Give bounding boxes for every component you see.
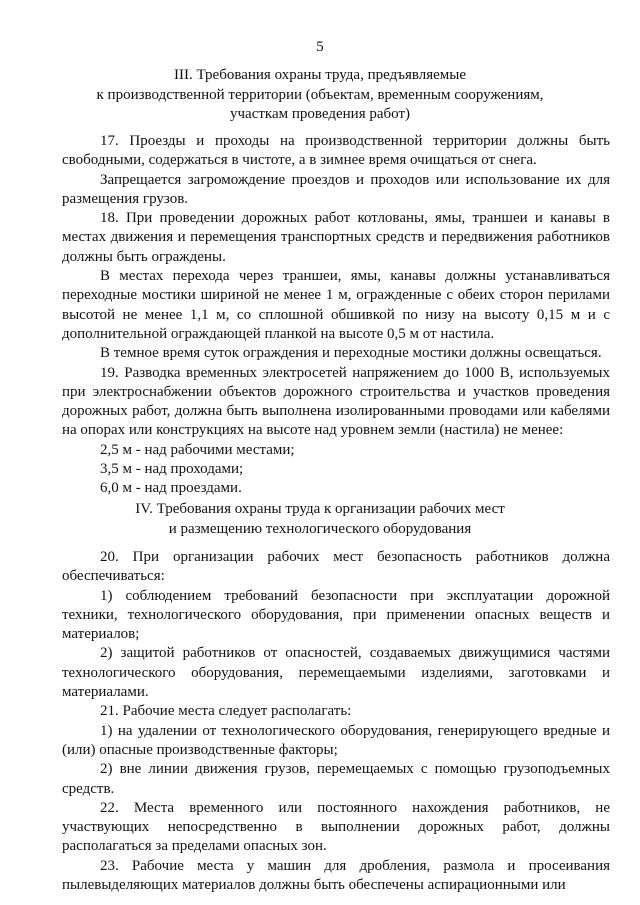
paragraph: В местах перехода через траншеи, ямы, канавы должны устанавливаться переходные мостики шириной не менее 1 м, огражденные с обеих сторон перилами высотой не менее 1,1 м, со сплошной обшивкой по низу на высоту 0,15 м и с дополнительной ограждающей планкой на высоте 0,5 м от настила. (62, 268, 610, 342)
paragraph: В темное время суток ограждения и переходные мостики должны освещаться. (100, 345, 602, 362)
section-4-body (62, 548, 610, 895)
page-number: 5 (316, 39, 324, 55)
paragraph: 1) соблюдением требований безопасности при эксплуатации дорожной техники, технологического оборудования, при применении опасных веществ и материалов; (62, 587, 610, 643)
section-3-heading-line: к производственной территории (объектам, временным сооружениям, (96, 86, 544, 103)
section-3-body (62, 132, 610, 499)
paragraph: Запрещается загромождение проездов и проходов или использование их для размещения грузов. (62, 171, 610, 207)
section-3-heading (40, 66, 600, 125)
section-4-heading-line: IV. Требования охраны труда к организации рабочих мест (135, 501, 505, 517)
section-4-heading (40, 500, 600, 539)
list-item: 3,5 м - над проходами; (100, 461, 244, 478)
paragraph: 22. Места временного или постоянного нахождения работников, не участвующих непосредственно в выполнении дорожных работ, должны располагаться за пределами опасных зон. (62, 799, 610, 855)
section-3-heading-line: III. Требования охраны труда, предъявляемые (173, 67, 467, 83)
paragraph: 21. Рабочие места следует располагать: (100, 703, 352, 720)
paragraph: 20. При организации рабочих мест безопасность работников должна обеспечиваться: (62, 549, 610, 585)
paragraph: 23. Рабочие места у машин для дробления, размола и просеивания пылевыделяющих материалов должны быть обеспечены аспирационными или (62, 857, 610, 894)
paragraph: 18. При проведении дорожных работ котлованы, ямы, траншеи и канавы в местах движения и перемещения транспортных средств и передвижения работников должны быть ограждены. (62, 210, 610, 265)
paragraph: 19. Разводка временных электросетей напряжением до 1000 В, используемых при электроснабжении объектов дорожного строительства и участков проведения дорожных работ, должна быть выполнена изолированными проводами или кабелями на опорах или конструкциях на высоте над уровнем земли (настила) не менее: (62, 364, 610, 439)
list-item: 6,0 м - над проездами. (100, 480, 242, 497)
paragraph: 2) вне линии движения грузов, перемещаемых с помощью грузоподъемных средств. (62, 761, 610, 797)
paragraph: 1) на удалении от технологического оборудования, генерирующего вредные и (или) опасные производственные факторы; (62, 722, 610, 758)
paragraph: 17. Проезды и проходы на производственной территории должны быть свободными, содержаться в чистоте, а в зимнее время очищаться от снега. (62, 133, 610, 169)
section-3-heading-line: участкам проведения работ) (230, 106, 410, 122)
section-4-heading-line: и размещению технологического оборудования (168, 520, 472, 537)
paragraph: 2) защитой работников от опасностей, создаваемых движущимися частями технологического оборудования, перемещаемыми изделиями, заготовками и материалами. (62, 645, 610, 701)
list-item: 2,5 м - над рабочими местами; (100, 441, 295, 458)
